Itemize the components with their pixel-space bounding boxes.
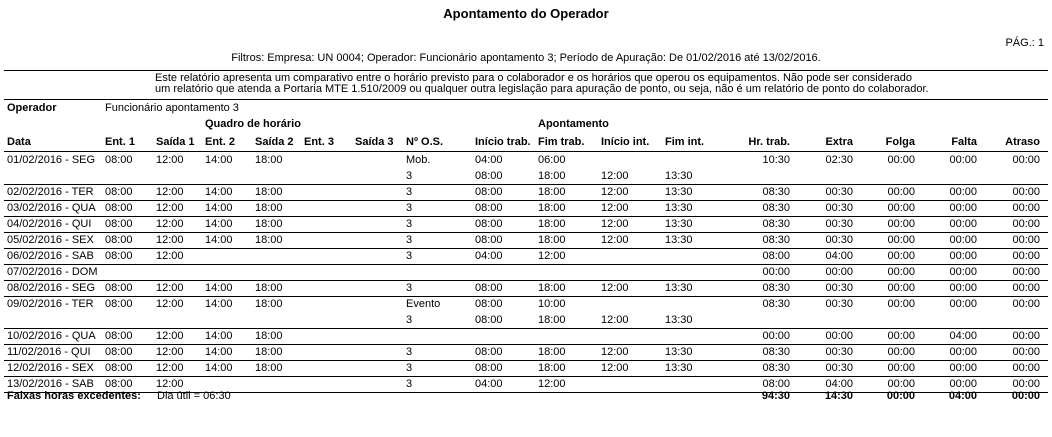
cell-ent2: 14:00 (205, 330, 233, 342)
cell-folga: 00:00 (887, 218, 915, 230)
footer-label: Faixas horas excedentes: (7, 390, 141, 402)
cell-falta: 00:00 (949, 298, 977, 310)
cell-fim-trab: 18:00 (538, 346, 566, 358)
cell-data: 04/02/2016 - QUI (7, 218, 92, 230)
cell-ini-int: 12:00 (601, 234, 629, 246)
divider (4, 70, 1048, 71)
column-header-ent2: Ent. 2 (205, 136, 235, 148)
cell-atraso: 00:00 (1012, 154, 1040, 166)
cell-fim-int: 13:30 (665, 170, 693, 182)
column-header-os: Nº O.S. (406, 136, 444, 148)
divider (4, 99, 1048, 100)
cell-atraso: 00:00 (1012, 346, 1040, 358)
cell-hr-trab: 00:00 (762, 266, 790, 278)
cell-data: 01/02/2016 - SEG (7, 154, 96, 166)
cell-falta: 00:00 (949, 218, 977, 230)
cell-ent1: 08:00 (105, 282, 133, 294)
cell-ent1: 08:00 (105, 298, 133, 310)
cell-atraso: 00:00 (1012, 282, 1040, 294)
cell-ent1: 08:00 (105, 346, 133, 358)
cell-falta: 00:00 (949, 362, 977, 374)
cell-ent1: 08:00 (105, 186, 133, 198)
cell-fim-trab: 06:00 (538, 154, 566, 166)
cell-fim-trab: 18:00 (538, 218, 566, 230)
cell-os: 3 (406, 170, 413, 182)
cell-atraso: 00:00 (1012, 378, 1040, 390)
cell-hr-trab: 08:00 (762, 378, 790, 390)
page-number: PÁG.: 1 (1005, 37, 1044, 49)
row-divider (4, 216, 1048, 217)
cell-hr-trab: 08:30 (762, 282, 790, 294)
column-header-fim-int: Fim int. (665, 136, 705, 148)
cell-os: 3 (406, 346, 413, 358)
column-header-sai3: Saída 3 (355, 136, 394, 148)
row-divider (4, 184, 1048, 185)
cell-extra: 00:00 (825, 266, 853, 278)
cell-fim-trab: 10:00 (538, 298, 566, 310)
column-header-ent1: Ent. 1 (105, 136, 135, 148)
cell-sai1: 12:00 (156, 346, 184, 358)
cell-extra: 00:30 (825, 282, 853, 294)
cell-ini-trab: 08:00 (475, 234, 503, 246)
row-divider (4, 280, 1048, 281)
cell-extra: 00:30 (825, 346, 853, 358)
operator-label: Operador (7, 102, 57, 114)
cell-hr-trab: 08:30 (762, 362, 790, 374)
cell-hr-trab: 08:30 (762, 218, 790, 230)
cell-ent2: 14:00 (205, 362, 233, 374)
cell-folga: 00:00 (887, 330, 915, 342)
cell-ent1: 08:00 (105, 362, 133, 374)
cell-sai2: 18:00 (255, 330, 283, 342)
cell-ini-trab: 04:00 (475, 250, 503, 262)
cell-falta: 00:00 (949, 282, 977, 294)
row-divider (4, 376, 1048, 377)
cell-ini-int: 12:00 (601, 282, 629, 294)
cell-ini-int: 12:00 (601, 202, 629, 214)
cell-extra: 00:30 (825, 218, 853, 230)
cell-ent1: 08:00 (105, 250, 133, 262)
cell-falta: 00:00 (949, 378, 977, 390)
cell-atraso: 00:00 (1012, 234, 1040, 246)
cell-ini-int: 12:00 (601, 314, 629, 326)
cell-ent1: 08:00 (105, 202, 133, 214)
group-header-schedule: Quadro de horário (205, 118, 301, 130)
column-header-hr-trab: Hr. trab. (748, 136, 790, 148)
column-header-sai2: Saída 2 (255, 136, 294, 148)
cell-ini-trab: 04:00 (475, 378, 503, 390)
cell-falta: 04:00 (949, 330, 977, 342)
cell-fim-int: 13:30 (665, 362, 693, 374)
cell-folga: 00:00 (887, 234, 915, 246)
cell-os: 3 (406, 202, 413, 214)
cell-fim-trab: 18:00 (538, 362, 566, 374)
description-line-1: Este relatório apresenta um comparativo entre o horário previsto para o colaborador e os horários que operou os equipamentos. Não pode ser considerado (155, 72, 913, 84)
column-header-folga: Folga (885, 136, 915, 148)
cell-sai1: 12:00 (156, 282, 184, 294)
cell-os: 3 (406, 186, 413, 198)
cell-ent2: 14:00 (205, 346, 233, 358)
cell-os: 3 (406, 250, 413, 262)
cell-sai1: 12:00 (156, 298, 184, 310)
cell-os: 3 (406, 218, 413, 230)
cell-fim-int: 13:30 (665, 186, 693, 198)
cell-fim-trab: 12:00 (538, 250, 566, 262)
cell-sai1: 12:00 (156, 378, 184, 390)
cell-atraso: 00:00 (1012, 362, 1040, 374)
table-row (0, 298, 1052, 314)
cell-falta: 00:00 (949, 154, 977, 166)
cell-ent1: 08:00 (105, 234, 133, 246)
cell-ini-trab: 04:00 (475, 154, 503, 166)
cell-data: 11/02/2016 - QUI (7, 346, 91, 358)
cell-sai1: 12:00 (156, 202, 184, 214)
cell-os: Evento (406, 298, 441, 310)
cell-sai2: 18:00 (255, 234, 283, 246)
cell-folga: 00:00 (887, 202, 915, 214)
divider (4, 151, 1048, 152)
cell-fim-trab: 18:00 (538, 314, 566, 326)
column-header-atraso: Atraso (1005, 136, 1040, 148)
cell-ent1: 08:00 (105, 218, 133, 230)
cell-ini-int: 12:00 (601, 218, 629, 230)
cell-os: 3 (406, 234, 413, 246)
row-divider (4, 264, 1048, 265)
cell-falta: 00:00 (949, 234, 977, 246)
cell-data: 02/02/2016 - TER (7, 186, 94, 198)
cell-sai1: 12:00 (156, 234, 184, 246)
footer-rule: Dia útil = 06:30 (157, 390, 231, 402)
cell-os: Mob. (406, 154, 431, 166)
cell-extra: 00:30 (825, 186, 853, 198)
filters-text: Filtros: Empresa: UN 0004; Operador: Funcionário apontamento 3; Período de Apuração: De 01/02/2016 até 13/02/2016. (231, 52, 821, 64)
cell-fim-int: 13:30 (665, 314, 693, 326)
cell-atraso: 00:00 (1012, 298, 1040, 310)
column-header-ini-trab: Início trab. (475, 136, 531, 148)
cell-os: 3 (406, 378, 413, 390)
cell-ini-trab: 08:00 (475, 346, 503, 358)
column-header-extra: Extra (825, 136, 853, 148)
cell-data: 03/02/2016 - QUA (7, 202, 96, 214)
cell-os: 3 (406, 362, 413, 374)
cell-data: 05/02/2016 - SEX (7, 234, 94, 246)
cell-fim-int: 13:30 (665, 234, 693, 246)
cell-extra: 00:30 (825, 202, 853, 214)
cell-folga: 00:00 (887, 154, 915, 166)
cell-extra: 00:30 (825, 298, 853, 310)
cell-fim-trab: 18:00 (538, 282, 566, 294)
cell-data: 07/02/2016 - DOM (7, 266, 98, 278)
cell-ini-trab: 08:00 (475, 362, 503, 374)
cell-hr-trab: 08:30 (762, 346, 790, 358)
cell-sai1: 12:00 (156, 154, 184, 166)
cell-extra: 00:30 (825, 234, 853, 246)
row-divider (4, 248, 1048, 249)
cell-ini-trab: 08:00 (475, 282, 503, 294)
cell-ent2: 14:00 (205, 218, 233, 230)
cell-ent2: 14:00 (205, 202, 233, 214)
cell-ent2: 14:00 (205, 298, 233, 310)
cell-ini-int: 12:00 (601, 346, 629, 358)
cell-data: 06/02/2016 - SAB (7, 250, 94, 262)
table-row (0, 154, 1052, 170)
cell-ini-trab: 08:00 (475, 202, 503, 214)
cell-sai2: 18:00 (255, 186, 283, 198)
cell-ini-trab: 08:00 (475, 218, 503, 230)
cell-ent1: 08:00 (105, 330, 133, 342)
cell-fim-int: 13:30 (665, 346, 693, 358)
total-atraso: 00:00 (1011, 390, 1040, 402)
cell-hr-trab: 08:30 (762, 186, 790, 198)
cell-atraso: 00:00 (1012, 266, 1040, 278)
cell-ini-trab: 08:00 (475, 298, 503, 310)
cell-falta: 00:00 (949, 346, 977, 358)
cell-sai2: 18:00 (255, 362, 283, 374)
cell-data: 08/02/2016 - SEG (7, 282, 96, 294)
cell-sai1: 12:00 (156, 186, 184, 198)
column-header-sai1: Saída 1 (156, 136, 195, 148)
cell-sai2: 18:00 (255, 202, 283, 214)
cell-extra: 00:30 (825, 362, 853, 374)
operator-name: Funcionário apontamento 3 (105, 102, 239, 114)
cell-ini-int: 12:00 (601, 362, 629, 374)
cell-fim-int: 13:30 (665, 202, 693, 214)
total-folga: 00:00 (886, 390, 915, 402)
cell-atraso: 00:00 (1012, 218, 1040, 230)
cell-fim-int: 13:30 (665, 282, 693, 294)
cell-folga: 00:00 (887, 298, 915, 310)
column-header-ini-int: Início int. (601, 136, 650, 148)
cell-ini-int: 12:00 (601, 186, 629, 198)
row-divider (4, 360, 1048, 361)
cell-sai2: 18:00 (255, 346, 283, 358)
row-divider (4, 296, 1048, 297)
cell-fim-int: 13:30 (665, 218, 693, 230)
cell-data: 10/02/2016 - QUA (7, 330, 96, 342)
cell-extra: 04:00 (825, 250, 853, 262)
cell-ent2: 14:00 (205, 282, 233, 294)
cell-data: 12/02/2016 - SEX (7, 362, 94, 374)
cell-fim-trab: 18:00 (538, 186, 566, 198)
cell-falta: 00:00 (949, 266, 977, 278)
row-divider (4, 344, 1048, 345)
cell-atraso: 00:00 (1012, 202, 1040, 214)
column-header-falta: Falta (951, 136, 977, 148)
cell-ini-int: 12:00 (601, 170, 629, 182)
cell-ini-trab: 08:00 (475, 186, 503, 198)
cell-sai2: 18:00 (255, 298, 283, 310)
row-divider (4, 232, 1048, 233)
cell-folga: 00:00 (887, 250, 915, 262)
cell-os: 3 (406, 314, 413, 326)
cell-sai1: 12:00 (156, 218, 184, 230)
total-falta: 04:00 (948, 390, 977, 402)
cell-fim-trab: 12:00 (538, 378, 566, 390)
cell-ini-trab: 08:00 (475, 314, 503, 326)
column-header-fim-trab: Fim trab. (538, 136, 585, 148)
cell-folga: 00:00 (887, 378, 915, 390)
column-header-ent3: Ent. 3 (304, 136, 334, 148)
cell-sai1: 12:00 (156, 250, 184, 262)
cell-hr-trab: 10:30 (762, 154, 790, 166)
total-extra: 14:30 (824, 390, 853, 402)
cell-fim-trab: 18:00 (538, 202, 566, 214)
column-header-data: Data (7, 136, 31, 148)
cell-folga: 00:00 (887, 346, 915, 358)
cell-ent1: 08:00 (105, 154, 133, 166)
cell-extra: 04:00 (825, 378, 853, 390)
row-divider (4, 200, 1048, 201)
cell-hr-trab: 00:00 (762, 330, 790, 342)
cell-sai1: 12:00 (156, 330, 184, 342)
cell-ent2: 14:00 (205, 186, 233, 198)
cell-sai2: 18:00 (255, 282, 283, 294)
cell-atraso: 00:00 (1012, 186, 1040, 198)
cell-falta: 00:00 (949, 202, 977, 214)
cell-fim-trab: 18:00 (538, 234, 566, 246)
cell-folga: 00:00 (887, 282, 915, 294)
cell-os: 3 (406, 282, 413, 294)
cell-extra: 00:00 (825, 330, 853, 342)
cell-ent2: 14:00 (205, 154, 233, 166)
cell-hr-trab: 08:30 (762, 298, 790, 310)
cell-sai2: 18:00 (255, 218, 283, 230)
cell-data: 09/02/2016 - TER (7, 298, 94, 310)
cell-falta: 00:00 (949, 250, 977, 262)
cell-folga: 00:00 (887, 266, 915, 278)
total-hr-trab: 94:30 (761, 390, 790, 402)
group-header-appointment: Apontamento (538, 118, 609, 130)
cell-fim-trab: 18:00 (538, 170, 566, 182)
cell-folga: 00:00 (887, 186, 915, 198)
cell-data: 13/02/2016 - SAB (7, 378, 94, 390)
report-title: Apontamento do Operador (443, 6, 609, 21)
cell-atraso: 00:00 (1012, 330, 1040, 342)
cell-extra: 02:30 (825, 154, 853, 166)
cell-ent1: 08:00 (105, 378, 133, 390)
cell-sai1: 12:00 (156, 362, 184, 374)
cell-hr-trab: 08:00 (762, 250, 790, 262)
description-line-2: um relatório que atenda a Portaria MTE 1.510/2009 ou qualquer outra legislação para apuração de ponto, ou seja, não é um relatório de ponto do colaborador. (155, 83, 929, 95)
cell-ini-trab: 08:00 (475, 170, 503, 182)
cell-folga: 00:00 (887, 362, 915, 374)
cell-hr-trab: 08:30 (762, 234, 790, 246)
row-divider (4, 328, 1048, 329)
cell-ent2: 14:00 (205, 234, 233, 246)
cell-falta: 00:00 (949, 186, 977, 198)
cell-sai2: 18:00 (255, 154, 283, 166)
cell-hr-trab: 08:30 (762, 202, 790, 214)
cell-atraso: 00:00 (1012, 250, 1040, 262)
